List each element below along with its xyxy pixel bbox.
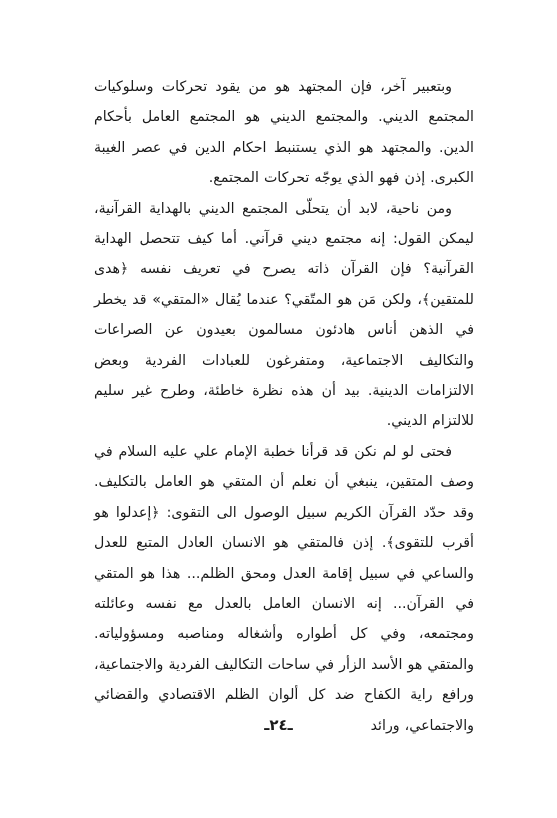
paragraph-1: وبتعبير آخر، فإن المجتهد هو من يقود تحركات وسلوكيات المجتمع الديني. والمجتمع الديني هو المجتمع العامل بأحكام الدين. والمجتهد هو الذي يستنبط احكام الدين في عصر الغيبة الكبرى. إذن فهو الذي يوجّه تحركات المجتمع. [94, 79, 474, 187]
page-number: ـ٢٤ـ [264, 716, 293, 734]
paragraph-2: ومن ناحية، لابد أن يتحلّى المجتمع الديني بالهداية القرآنية، ليمكن القول: إنه مجتمع ديني قرآني. أما كيف تتحصل الهداية القرآنية؟ فإن القرآن ذاته يصرح في تعريف نفسه ﴿هدى للمتقين﴾، ولكن مَن هو المتّقي؟ عندما يُقال «المتقي» قد يخطر في الذهن أناس هادئون مسالمون بعيدون عن الصراعات والتكاليف الاجتماعية، ومتفرغون للعبادات الفردية وبعض الالتزامات الدينية. بيد أن هذه نظرة خاطئة، وطرح غير سليم للالتزام الديني. [94, 200, 474, 430]
paragraph-3: فحتى لو لم نكن قد قرأنا خطبة الإمام علي عليه السلام في وصف المتقين، ينبغي أن نعلم أن المتقي هو العامل بالتكليف. وقد حدّد القرآن الكريم سبيل الوصول الى التقوى: ﴿إعدلوا هو أقرب للتقوى﴾. إذن فالمتقي هو الانسان العادل المتبع للعدل والساعي في سبيل إقامة العدل ومحق الظلم... هذا هو المتقي في القرآن... إنه الانسان العامل بالعدل مع نفسه وعائلته ومجتمعه، وفي كل أطواره وأشغاله ومناصبه ومسؤولياته. والمتقي هو الأسد الزأر في ساحات التكاليف الفردية والاجتماعية، ورافع راية الكفاح ضد كل ألوان الظلم الاقتصادي والقضائي والاجتماعي، ورائد [94, 443, 474, 734]
body-text [94, 72, 474, 741]
